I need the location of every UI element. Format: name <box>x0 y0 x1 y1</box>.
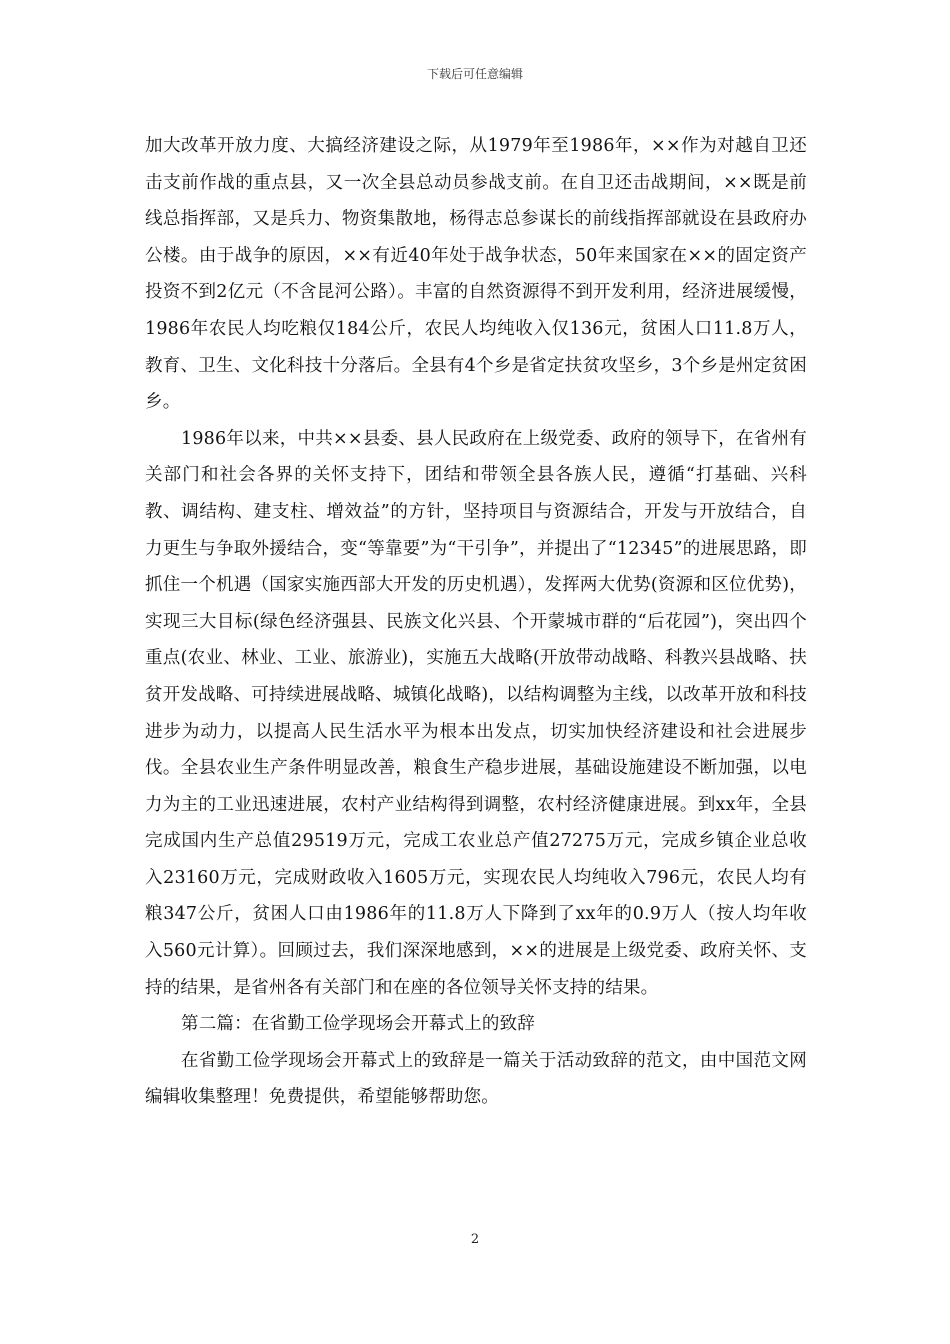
page-header: 下载后可任意编辑 <box>426 67 523 81</box>
page-number: 2 <box>470 1232 480 1247</box>
paragraph-continuation: 加大改革开放力度、大搞经济建设之际，从1979年至1986年，××作为对越自卫还击支前作战的重点县，又一次全县总动员参战支前。在自卫还击战期间，××既是前线总指挥部，又是兵力、物资集散地，杨得志总参谋长的前线指挥部就设在县政府办公楼。由于战争的原因，××有近40年处于战争状态，50年来国家在××的固定资产投资不到2亿元（不含昆河公路）。丰富的自然资源得不到开发利用，经济进展缓慢，1986年农民人均吃粮仅184公斤，农民人均纯收入仅136元，贫困人口11.8万人，教育、卫生、文化科技十分落后。全县有4个乡是省定扶贫攻坚乡，3个乡是州定贫困乡。 <box>145 136 807 413</box>
paragraph-intro: 在省勤工俭学现场会开幕式上的致辞是一篇关于活动致辞的范文，由中国范文网编辑收集整理！免费提供，希望能够帮助您。 <box>145 1050 807 1108</box>
document-body <box>145 128 807 1116</box>
paragraph-development: 1986年以来，中共××县委、县人民政府在上级党委、政府的领导下，在省州有关部门和社会各界的关怀支持下，团结和带领全县各族人民，遵循“打基础、兴科教、调结构、建支柱、增效益”的方针，坚持项目与资源结合，开发与开放结合，自力更生与争取外援结合，变“等靠要”为“干引争”，并提出了“12345”的进展思路，即抓住一个机遇（国家实施西部大开发的历史机遇），发挥两大优势(资源和区位优势)，实现三大目标(绿色经济强县、民族文化兴县、个开蒙城市群的“后花园”)，突出四个重点(农业、林业、工业、旅游业)，实施五大战略(开放带动战略、科教兴县战略、扶贫开发战略、可持续进展战略、城镇化战略)，以结构调整为主线，以改革开放和科技进步为动力，以提高人民生活水平为根本出发点，切实加快经济建设和社会进展步伐。全县农业生产条件明显改善，粮食生产稳步进展，基础设施建设不断加强，以电力为主的工业迅速进展，农村产业结构得到调整，农村经济健康进展。到xx年，全县完成国内生产总值29519万元，完成工农业总产值27275万元，完成乡镇企业总收入23160万元，完成财政收入1605万元，实现农民人均纯收入796元，农民人均有粮347公斤，贫困人口由1986年的11.8万人下降到了xx年的0.9万人（按人均年收入560元计算）。回顾过去，我们深深地感到，××的进展是上级党委、政府关怀、支持的结果，是省州各有关部门和在座的各位领导关怀支持的结果。 <box>145 428 807 998</box>
section-heading: 第二篇：在省勤工俭学现场会开幕式上的致辞 <box>181 1014 535 1035</box>
